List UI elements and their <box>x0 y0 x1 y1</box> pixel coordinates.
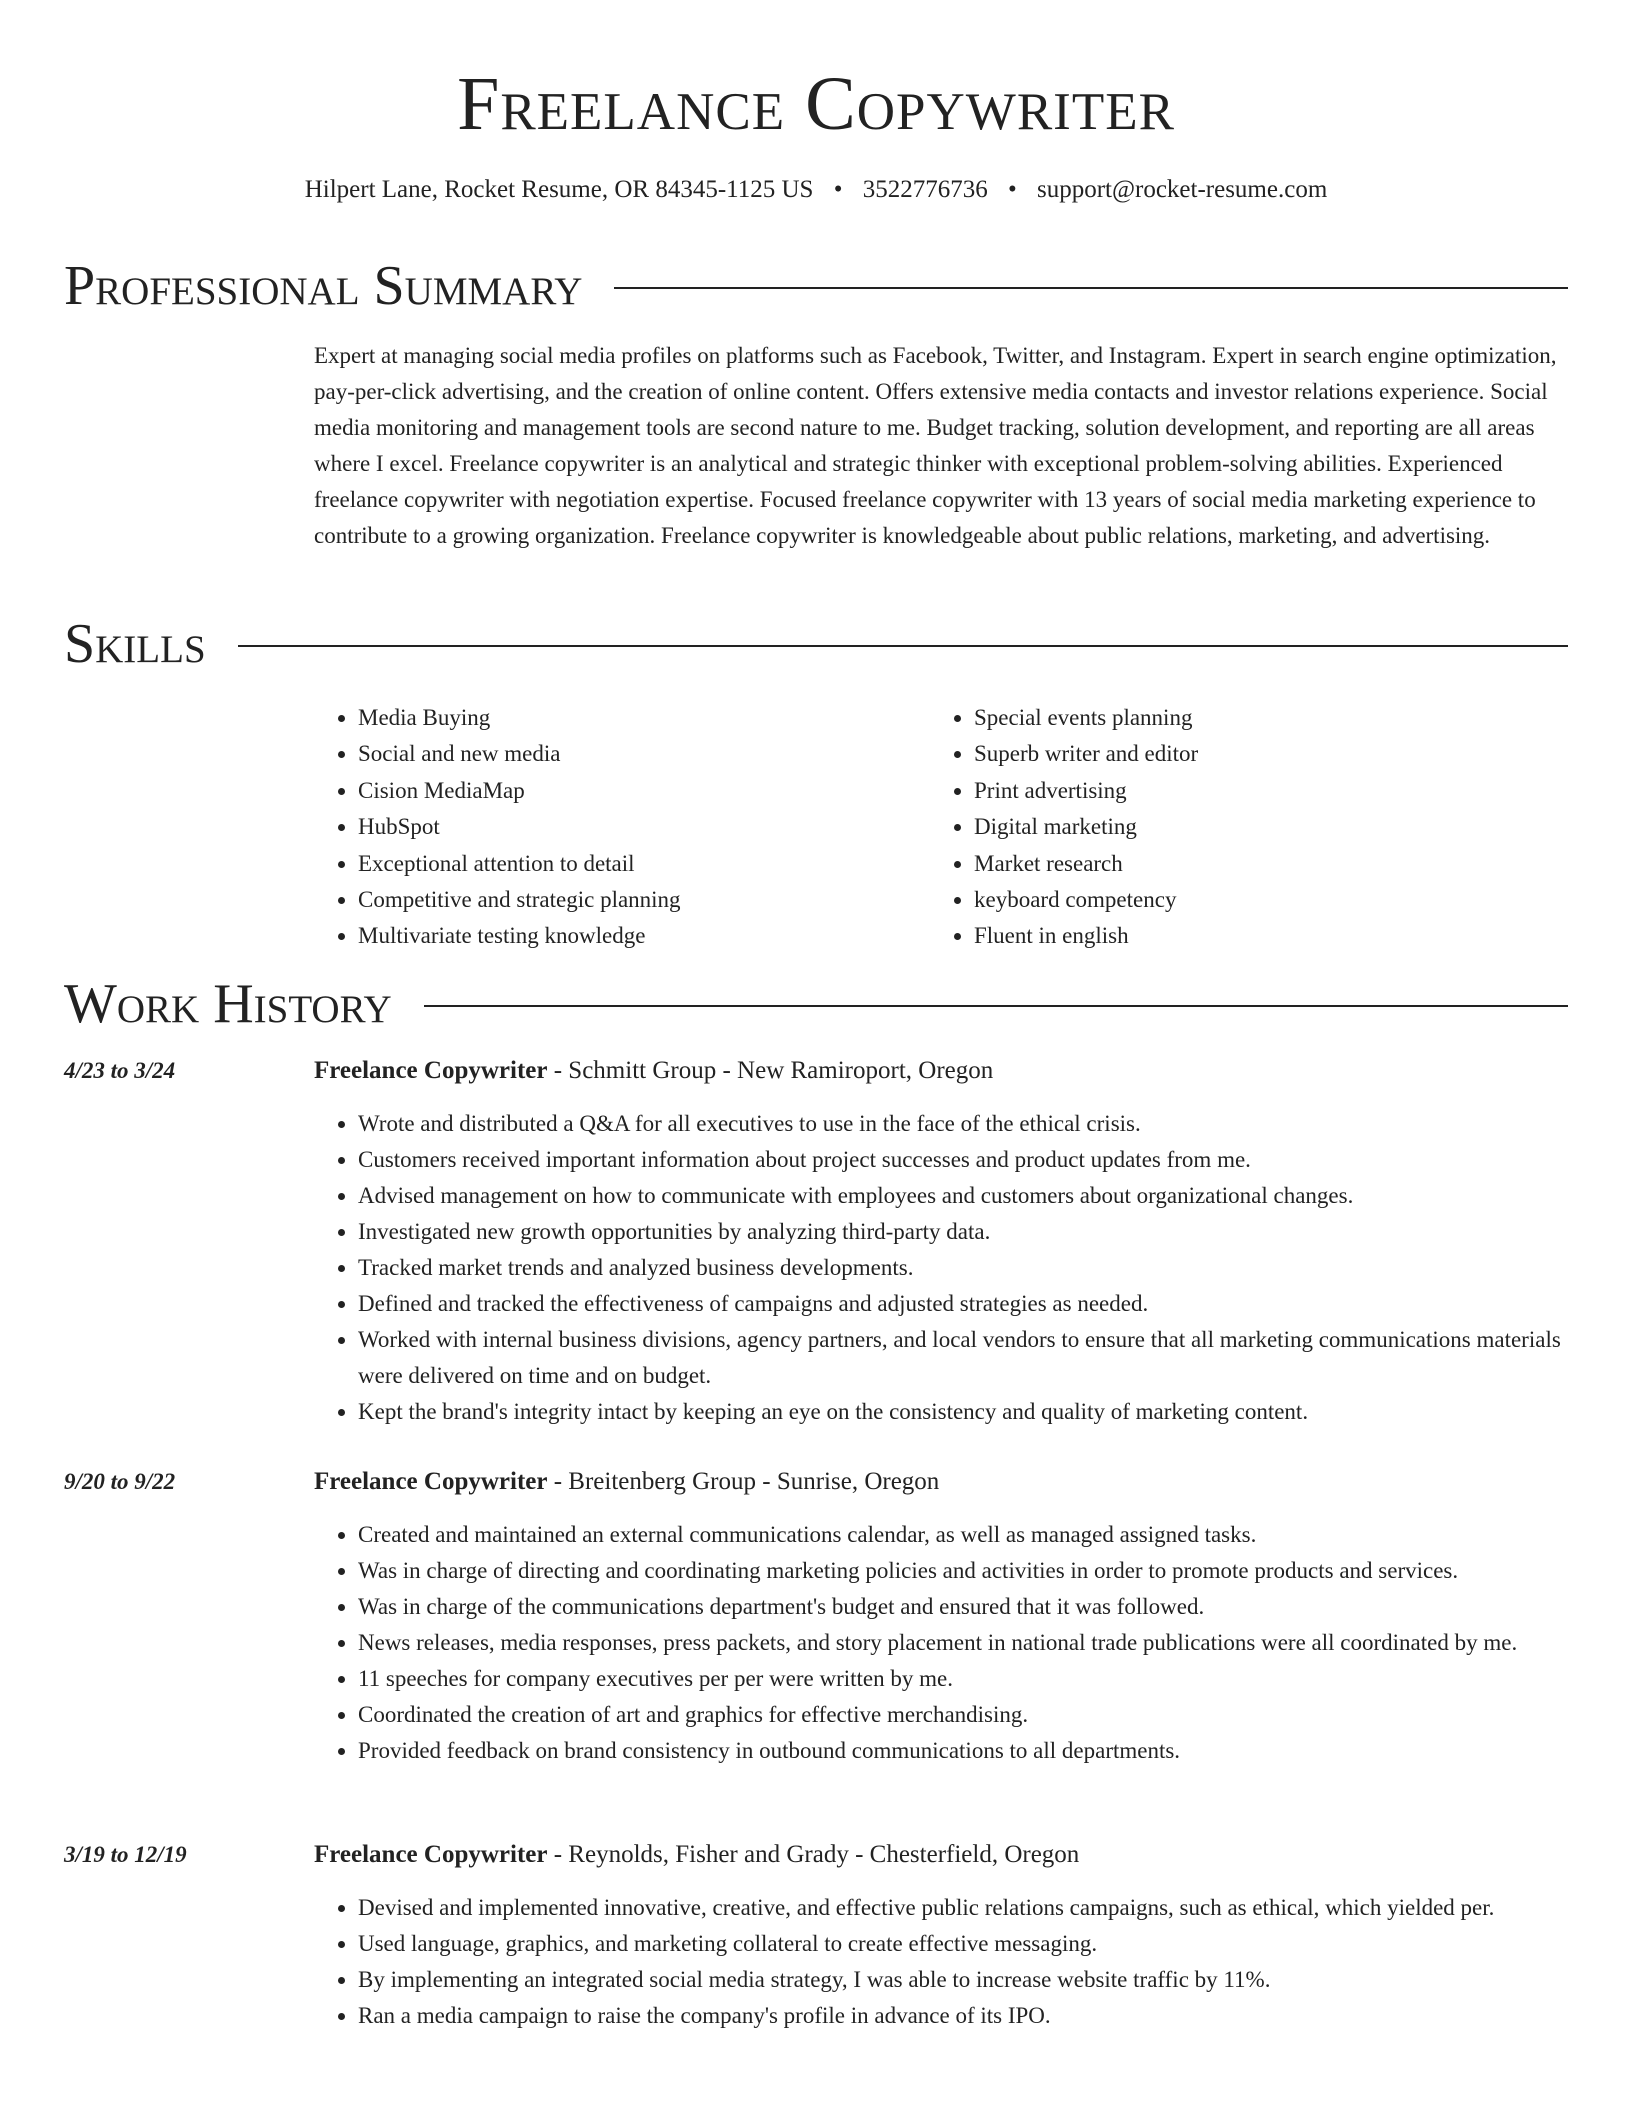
job-bullets <box>314 1890 1568 2034</box>
skill-item: • Print advertising <box>974 773 1546 809</box>
job-bullet: • 11 speeches for company executives per per were written by me. <box>358 1661 1568 1697</box>
job-bullets <box>314 1517 1568 1769</box>
skill-item: • Special events planning <box>974 700 1546 736</box>
job-employer-location: - Schmitt Group - New Ramiroport, Oregon <box>547 1057 994 1084</box>
skills-section-header <box>64 612 1568 676</box>
job-employer-location: - Breitenberg Group - Sunrise, Oregon <box>547 1468 940 1495</box>
job-bullet: • Tracked market trends and analyzed business developments. <box>358 1250 1568 1286</box>
job-bullet: • Used language, graphics, and marketing collateral to create effective messaging. <box>358 1926 1568 1962</box>
skill-item: • Superb writer and editor <box>974 736 1546 772</box>
contact-email: support@rocket-resume.com <box>1036 176 1328 203</box>
resume-name: Freelance Copywriter <box>457 62 1175 146</box>
contact-line <box>0 175 1632 205</box>
job-bullet: • By implementing an integrated social media strategy, I was able to increase website traffic by 11%. <box>358 1962 1568 1998</box>
job-bullet: • Provided feedback on brand consistency in outbound communications to all departments. <box>358 1733 1568 1769</box>
job-bullet: • Ran a media campaign to raise the company's profile in advance of its IPO. <box>358 1998 1568 2034</box>
skill-item: • Cision MediaMap <box>358 773 930 809</box>
job-bullet: • Devised and implemented innovative, creative, and effective public relations campaigns, such as ethical, which yielded per. <box>358 1890 1568 1926</box>
skills-section-title: Skills <box>64 613 206 675</box>
job-bullet: • Defined and tracked the effectiveness of campaigns and adjusted strategies as needed. <box>358 1286 1568 1322</box>
job-header <box>314 1054 993 1088</box>
section-divider <box>614 287 1568 289</box>
contact-address: Hilpert Lane, Rocket Resume, OR 84345-1125 US <box>304 176 814 203</box>
job-header <box>314 1465 939 1499</box>
job-bullet: • Customers received important information about project successes and product updates from me. <box>358 1142 1568 1178</box>
job-bullet: • Was in charge of directing and coordinating marketing policies and activities in order to promote products and services. <box>358 1553 1568 1589</box>
skills-column-left <box>314 700 930 955</box>
contact-separator: • <box>833 176 843 203</box>
job-title: Freelance Copywriter <box>314 1841 548 1868</box>
work-section-title: Work History <box>64 973 392 1035</box>
job-header <box>314 1838 1079 1872</box>
job-bullet: • Worked with internal business divisions, agency partners, and local vendors to ensure that all marketing communications materials were delivered on time and on budget. <box>358 1322 1568 1394</box>
summary-text: Expert at managing social media profiles on platforms such as Facebook, Twitter, and Instagram. Expert in search engine optimization, pay-per-click advertising, and the creation of online content. Offers extensive media contacts and investor relations experience. Social media monitoring and management tools are second nature to me. Budget tracking, solution development, and reporting are all areas where I excel. Freelance copywriter is an analytical and strategic thinker with exceptional problem-solving abilities. Experienced freelance copywriter with negotiation expertise. Focused freelance copywriter with 13 years of social media marketing experience to contribute to a growing organization. Freelance copywriter is knowledgeable about public relations, marketing, and advertising. <box>314 343 1557 548</box>
job-title: Freelance Copywriter <box>314 1468 548 1495</box>
skill-item: • Digital marketing <box>974 809 1546 845</box>
skill-item: • Fluent in english <box>974 918 1546 954</box>
skills-list <box>314 700 1568 955</box>
skills-column-right <box>930 700 1546 955</box>
skill-item: • Social and new media <box>358 736 930 772</box>
job-bullet: • Advised management on how to communicate with employees and customers about organizational changes. <box>358 1178 1568 1214</box>
skill-item: • Media Buying <box>358 700 930 736</box>
job-bullet: • Coordinated the creation of art and graphics for effective merchandising. <box>358 1697 1568 1733</box>
job-bullet: • Wrote and distributed a Q&A for all executives to use in the face of the ethical crisis. <box>358 1106 1568 1142</box>
job-bullet: • Was in charge of the communications department's budget and ensured that it was followed. <box>358 1589 1568 1625</box>
skill-item: • keyboard competency <box>974 882 1546 918</box>
skill-item: • Multivariate testing knowledge <box>358 918 930 954</box>
job-date: 9/20 to 9/22 <box>64 1469 176 1494</box>
job-date: 4/23 to 3/24 <box>64 1058 176 1083</box>
skill-item: • Competitive and strategic planning <box>358 882 930 918</box>
job-bullet: • Investigated new growth opportunities by analyzing third-party data. <box>358 1214 1568 1250</box>
job-bullet: • Kept the brand's integrity intact by keeping an eye on the consistency and quality of marketing content. <box>358 1394 1568 1430</box>
skill-item: • HubSpot <box>358 809 930 845</box>
job-employer-location: - Reynolds, Fisher and Grady - Chesterfield, Oregon <box>547 1841 1080 1868</box>
job-title: Freelance Copywriter <box>314 1057 548 1084</box>
job-bullet: • Created and maintained an external communications calendar, as well as managed assigned tasks. <box>358 1517 1568 1553</box>
job-date: 3/19 to 12/19 <box>64 1842 187 1867</box>
work-section-header <box>64 972 1568 1036</box>
summary-section-header <box>64 254 1568 318</box>
section-divider <box>238 645 1568 647</box>
contact-separator: • <box>1007 176 1017 203</box>
summary-section-title: Professional Summary <box>64 255 583 317</box>
section-divider <box>424 1005 1568 1007</box>
skill-item: • Market research <box>974 846 1546 882</box>
contact-phone: 3522776736 <box>862 176 988 203</box>
skill-item: • Exceptional attention to detail <box>358 846 930 882</box>
job-bullets <box>314 1106 1568 1430</box>
job-bullet: • News releases, media responses, press packets, and story placement in national trade publications were all coordinated by me. <box>358 1625 1568 1661</box>
